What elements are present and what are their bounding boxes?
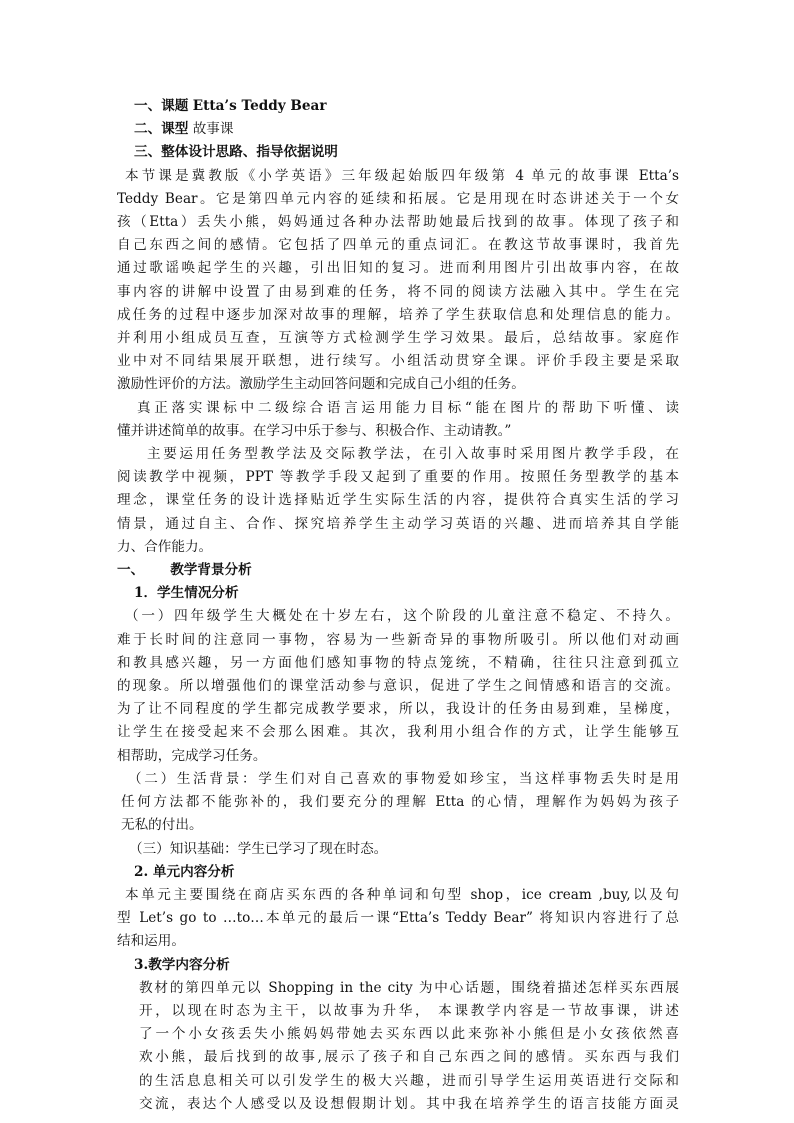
method-paragraph — [117, 443, 679, 559]
intro-line: 成任务的过程中逐步加深对故事的理解，培养了学生获取信息和处理信息的能力。 — [117, 306, 679, 323]
subsection-content-analysis: 3.教学内容分析 — [134, 956, 230, 973]
heading-topic-label: 一、课题 — [134, 98, 189, 114]
method-line: 阅读教学中视频，PPT 等教学手段又起到了重要的作用。按照任务型教学的基本 — [117, 469, 679, 486]
method-line: 力、合作能力。 — [117, 538, 213, 555]
paragraph-line: 结和运用。 — [117, 933, 185, 950]
method-line: 主要运用任务型教学法及交际教学法，在引入故事时采用图片教学手段，在 — [147, 446, 679, 463]
intro-line: 孩（Etta）丢失小熊，妈妈通过各种办法帮助她最后找到的故事。体现了孩子和 — [117, 214, 679, 231]
heading-design-rationale: 三、整体设计思路、指导依据说明 — [134, 144, 338, 161]
goal-paragraph — [117, 397, 679, 443]
intro-line: 本节课是冀教版《小学英语》三年级起始版四年级第 4 单元的故事课 Etta’s — [125, 167, 679, 184]
heading-topic-title: Etta’s Teddy Bear — [192, 98, 327, 114]
paragraph-line: 相帮助，完成学习任务。 — [117, 747, 267, 764]
intro-line: 通过歌谣唤起学生的兴趣，引出旧知的复习。进而利用图片引出故事内容，在故 — [117, 260, 679, 277]
document-body — [117, 95, 679, 1116]
paragraph-line: 教材的第四单元以 Shopping in the city 为中心话题，围绕着描述怎样买东西展 — [139, 979, 679, 996]
content-analysis-paragraph — [117, 977, 679, 1116]
heading-topic — [117, 95, 679, 118]
heading-lesson-type-value: 故事课 — [192, 121, 234, 138]
paragraph-line: 无私的付出。 — [121, 817, 203, 834]
intro-line: 激励性评价的方法。激励学生主动回答问题和完成自己小组的任务。 — [117, 376, 525, 393]
goal-line: 懂并讲述简单的故事。在学习中乐于参与、积极合作、主动请教。” — [117, 422, 512, 439]
unit-analysis-paragraph — [117, 884, 679, 954]
paragraph-line: 交流，表达个人感受以及设想假期计划。其中我在培养学生的语言技能方面灵 — [139, 1095, 679, 1112]
paragraph-line: 了一个小女孩丢失小熊妈妈带她去买东西以此来弥补小熊但是小女孩依然喜 — [139, 1026, 679, 1043]
goal-line: 真正落实课标中二级综合语言运用能力目标“能在图片的帮助下听懂、读 — [137, 399, 679, 416]
paragraph-line: （二）生活背景：学生们对自己喜欢的事物爱如珍宝，当这样事物丢失时是用 — [128, 770, 679, 787]
paragraph-line: 和教具感兴趣，另一方面他们感知事物的特点笼统，不精确，往往只注意到孤立 — [117, 654, 679, 671]
subsection-unit-analysis: 2. 单元内容分析 — [134, 863, 235, 880]
section-number: 一、 — [117, 562, 145, 579]
student-analysis-paragraph-2 — [117, 768, 679, 838]
intro-line: 业中对不同结果展开联想，进行续写。小组活动贯穿全课。评价手段主要是采取 — [117, 353, 679, 370]
paragraph-line: 让学生在接受起来不会那么困难。其次，我利用小组合作的方式，让学生能够互 — [117, 724, 679, 741]
paragraph-line: 本单元主要围绕在商店买东西的各种单词和句型 shop，ice cream ,buy,以及句 — [125, 886, 679, 903]
section-title: 教学背景分析 — [170, 562, 252, 579]
intro-line: Teddy Bear。它是第四单元内容的延续和拓展。它是用现在时态讲述关于一个女 — [117, 190, 679, 207]
paragraph-line: 欢小熊，最后找到的故事,展示了孩子和自己东西之间的感情。买东西与我们 — [139, 1049, 679, 1066]
subsection-student-analysis: 1．学生情况分析 — [134, 585, 239, 602]
paragraph-line: 开，以现在时态为主干，以故事为升华， 本课教学内容是一节故事课，讲述 — [139, 1002, 679, 1019]
method-line: 情景，通过自主、合作、探究培养学生主动学习英语的兴趣、进而培养其自学能 — [117, 515, 679, 532]
paragraph-line: （一）四年级学生大概处在十岁左右，这个阶段的儿童注意不稳定、不持久。 — [125, 608, 679, 625]
method-line: 理念，课堂任务的设计选择贴近学生实际生活的内容，提供符合真实生活的学习 — [117, 492, 679, 509]
student-analysis-paragraph-1 — [117, 605, 679, 767]
intro-line: 事内容的讲解中设置了由易到难的任务，将不同的阅读方法融入其中。学生在完 — [117, 283, 679, 300]
intro-line: 自己东西之间的感情。它包括了四单元的重点词汇。在教这节故事课时，我首先 — [117, 237, 679, 254]
intro-paragraph — [117, 165, 679, 397]
paragraph-line: 任何方法都不能弥补的，我们要充分的理解 Etta 的心情，理解作为妈妈为孩子 — [121, 794, 679, 811]
heading-lesson-type — [117, 118, 679, 141]
heading-lesson-type-label: 二、课型 — [134, 121, 189, 138]
paragraph-line: 为了让不同程度的学生都完成教学要求，所以，我设计的任务由易到难，呈梯度， — [117, 701, 679, 718]
intro-line: 并利用小组成员互查，互演等方式检测学生学习效果。最后，总结故事。家庭作 — [117, 330, 679, 347]
student-analysis-paragraph-3: （三）知识基础：学生已学习了现在时态。 — [129, 840, 388, 857]
section-teaching-background — [117, 559, 679, 582]
paragraph-line: 的现象。所以增强他们的课堂活动参与意识，促进了学生之间情感和语言的交流。 — [117, 678, 679, 695]
paragraph-line: 难于长时间的注意同一事物，容易为一些新奇异的事物所吸引。所以他们对动画 — [117, 631, 679, 648]
paragraph-line: 的生活息息相关可以引发学生的极大兴趣，进而引导学生运用英语进行交际和 — [139, 1072, 679, 1089]
paragraph-line: 型 Let’s go to …to…本单元的最后一课“Etta’s Teddy Bear” 将知识内容进行了总 — [117, 910, 679, 927]
